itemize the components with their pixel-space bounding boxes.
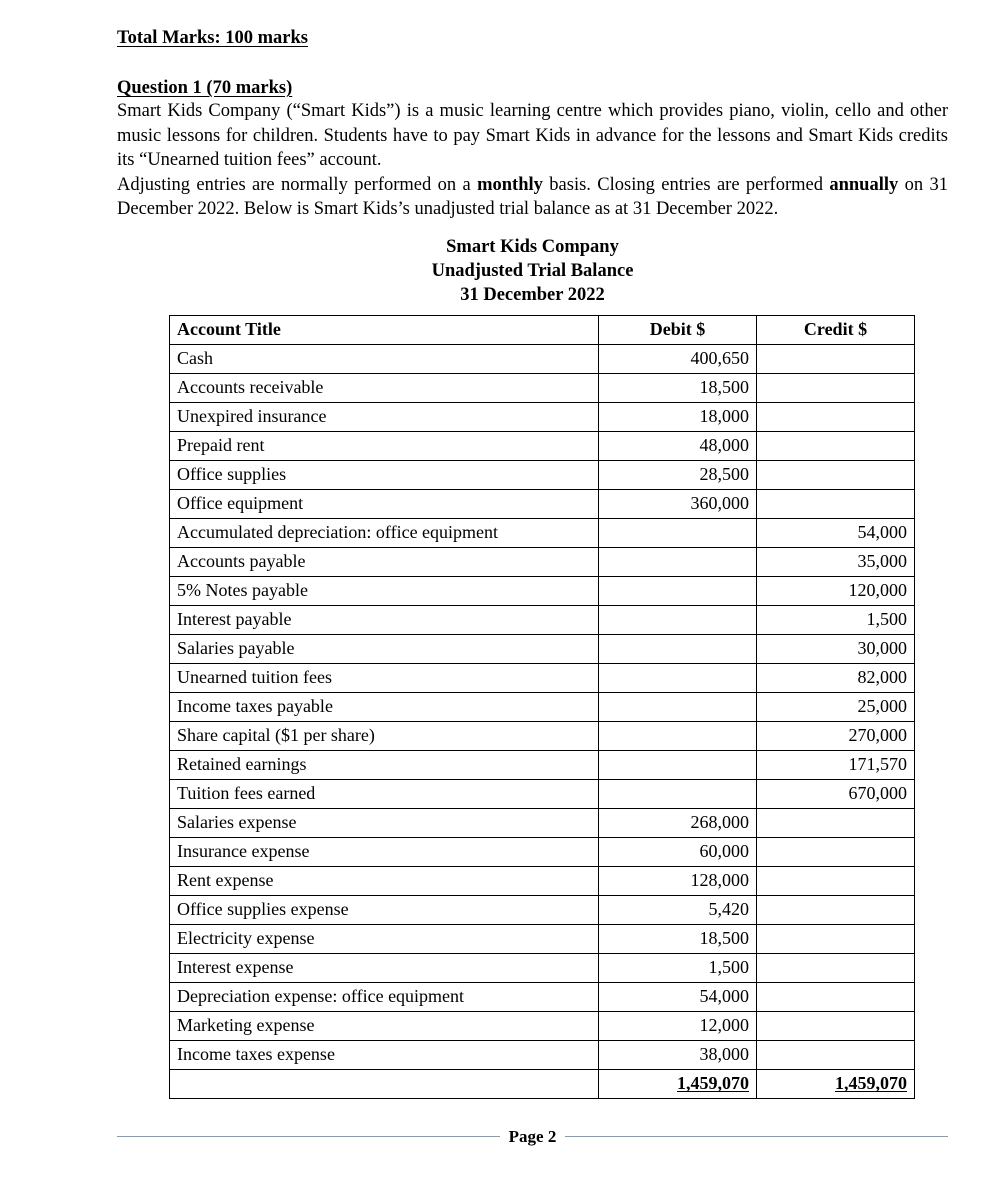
cell-debit bbox=[599, 576, 757, 605]
cell-account-title: Tuition fees earned bbox=[170, 779, 599, 808]
cell-debit: 54,000 bbox=[599, 982, 757, 1011]
cell-account-title: Office equipment bbox=[170, 489, 599, 518]
table-row bbox=[170, 663, 915, 692]
cell-debit bbox=[599, 605, 757, 634]
cell-account-title: Accounts receivable bbox=[170, 373, 599, 402]
cell-credit: 82,000 bbox=[757, 663, 915, 692]
cell-account-title: Cash bbox=[170, 344, 599, 373]
cell-debit: 38,000 bbox=[599, 1040, 757, 1069]
total-debit-value: 1,459,070 bbox=[677, 1073, 749, 1094]
cell-account-title: Rent expense bbox=[170, 866, 599, 895]
table-row bbox=[170, 866, 915, 895]
cell-account-title: Salaries payable bbox=[170, 634, 599, 663]
cell-debit: 48,000 bbox=[599, 431, 757, 460]
footer-page-number: Page 2 bbox=[508, 1127, 557, 1146]
table-row bbox=[170, 605, 915, 634]
cell-total-credit bbox=[757, 1069, 915, 1098]
table-row bbox=[170, 924, 915, 953]
cell-credit: 25,000 bbox=[757, 692, 915, 721]
cell-debit: 28,500 bbox=[599, 460, 757, 489]
paragraph2-bold-annually: annually bbox=[829, 174, 899, 195]
table-header-row bbox=[170, 315, 915, 344]
cell-credit bbox=[757, 808, 915, 837]
cell-debit: 5,420 bbox=[599, 895, 757, 924]
table-row bbox=[170, 982, 915, 1011]
cell-credit bbox=[757, 431, 915, 460]
cell-debit: 18,500 bbox=[599, 373, 757, 402]
table-title-company: Smart Kids Company bbox=[446, 236, 619, 257]
cell-credit bbox=[757, 402, 915, 431]
header-account-title: Account Title bbox=[170, 315, 599, 344]
cell-debit bbox=[599, 547, 757, 576]
cell-debit bbox=[599, 779, 757, 808]
cell-debit bbox=[599, 721, 757, 750]
table-row bbox=[170, 489, 915, 518]
table-row bbox=[170, 721, 915, 750]
cell-account-title: Income taxes payable bbox=[170, 692, 599, 721]
table-row bbox=[170, 808, 915, 837]
cell-credit: 30,000 bbox=[757, 634, 915, 663]
cell-account-title: Prepaid rent bbox=[170, 431, 599, 460]
intro-paragraph: Smart Kids Company (“Smart Kids”) is a music learning centre which provides piano, violin, cello and other music lessons for children. Students have to pay Smart Kids in advance for the lessons and Smart Kids credits its “Unearned tuition fees” account. bbox=[117, 101, 948, 171]
cell-debit: 1,500 bbox=[599, 953, 757, 982]
cell-debit bbox=[599, 663, 757, 692]
table-row bbox=[170, 953, 915, 982]
table-header bbox=[170, 315, 915, 344]
paragraph2-part3: on 31 December 2022. Below is Smart Kids’s unadjusted trial balance as at 31 December 2022. bbox=[117, 174, 949, 220]
table-row bbox=[170, 518, 915, 547]
cell-credit: 35,000 bbox=[757, 547, 915, 576]
cell-debit: 60,000 bbox=[599, 837, 757, 866]
table-row bbox=[170, 895, 915, 924]
header-debit: Debit $ bbox=[599, 315, 757, 344]
table-body bbox=[170, 344, 915, 1098]
cell-debit: 12,000 bbox=[599, 1011, 757, 1040]
cell-credit: 670,000 bbox=[757, 779, 915, 808]
cell-total-label bbox=[170, 1069, 599, 1098]
cell-account-title: 5% Notes payable bbox=[170, 576, 599, 605]
table-row bbox=[170, 373, 915, 402]
table-row bbox=[170, 431, 915, 460]
cell-account-title: Unexpired insurance bbox=[170, 402, 599, 431]
table-title-date: 31 December 2022 bbox=[460, 284, 605, 305]
header-credit: Credit $ bbox=[757, 315, 915, 344]
trial-balance-table bbox=[169, 315, 915, 1099]
table-row bbox=[170, 344, 915, 373]
paragraph2-part1: Adjusting entries are normally performed on a bbox=[117, 174, 478, 195]
cell-credit bbox=[757, 1040, 915, 1069]
table-row bbox=[170, 547, 915, 576]
table-total-row bbox=[170, 1069, 915, 1098]
table-title-block bbox=[117, 235, 948, 307]
question-heading: Question 1 (70 marks) bbox=[117, 78, 293, 99]
page-content bbox=[117, 0, 948, 1099]
cell-credit bbox=[757, 373, 915, 402]
table-title-statement: Unadjusted Trial Balance bbox=[431, 260, 634, 281]
cell-debit: 18,500 bbox=[599, 924, 757, 953]
cell-credit bbox=[757, 953, 915, 982]
table-row bbox=[170, 634, 915, 663]
cell-account-title: Salaries expense bbox=[170, 808, 599, 837]
table-row bbox=[170, 460, 915, 489]
cell-credit: 270,000 bbox=[757, 721, 915, 750]
cell-debit bbox=[599, 518, 757, 547]
cell-credit bbox=[757, 460, 915, 489]
total-credit-value: 1,459,070 bbox=[835, 1073, 907, 1094]
cell-account-title: Marketing expense bbox=[170, 1011, 599, 1040]
cell-account-title: Office supplies bbox=[170, 460, 599, 489]
adjusting-entries-paragraph bbox=[117, 173, 948, 222]
cell-credit bbox=[757, 837, 915, 866]
cell-debit bbox=[599, 750, 757, 779]
table-row bbox=[170, 692, 915, 721]
cell-account-title: Depreciation expense: office equipment bbox=[170, 982, 599, 1011]
cell-credit: 120,000 bbox=[757, 576, 915, 605]
cell-debit: 400,650 bbox=[599, 344, 757, 373]
table-row bbox=[170, 1040, 915, 1069]
cell-credit bbox=[757, 982, 915, 1011]
cell-account-title: Income taxes expense bbox=[170, 1040, 599, 1069]
cell-debit: 128,000 bbox=[599, 866, 757, 895]
cell-account-title: Insurance expense bbox=[170, 837, 599, 866]
cell-account-title: Unearned tuition fees bbox=[170, 663, 599, 692]
cell-debit bbox=[599, 692, 757, 721]
footer-rule-right bbox=[565, 1136, 948, 1137]
cell-account-title: Interest expense bbox=[170, 953, 599, 982]
cell-account-title: Office supplies expense bbox=[170, 895, 599, 924]
cell-account-title: Accounts payable bbox=[170, 547, 599, 576]
cell-credit bbox=[757, 1011, 915, 1040]
cell-total-debit bbox=[599, 1069, 757, 1098]
cell-credit bbox=[757, 895, 915, 924]
table-row bbox=[170, 1011, 915, 1040]
cell-credit bbox=[757, 344, 915, 373]
cell-account-title: Accumulated depreciation: office equipment bbox=[170, 518, 599, 547]
cell-account-title: Interest payable bbox=[170, 605, 599, 634]
cell-credit bbox=[757, 489, 915, 518]
cell-debit: 268,000 bbox=[599, 808, 757, 837]
question-heading-wrap bbox=[117, 77, 948, 99]
table-row bbox=[170, 750, 915, 779]
table-row bbox=[170, 576, 915, 605]
cell-credit: 171,570 bbox=[757, 750, 915, 779]
cell-debit: 360,000 bbox=[599, 489, 757, 518]
cell-credit bbox=[757, 924, 915, 953]
cell-debit: 18,000 bbox=[599, 402, 757, 431]
cell-credit bbox=[757, 866, 915, 895]
table-row bbox=[170, 779, 915, 808]
total-marks-heading-wrap bbox=[117, 27, 948, 49]
table-row bbox=[170, 402, 915, 431]
cell-credit: 1,500 bbox=[757, 605, 915, 634]
cell-account-title: Electricity expense bbox=[170, 924, 599, 953]
page-footer bbox=[117, 1128, 948, 1145]
cell-debit bbox=[599, 634, 757, 663]
paragraph2-bold-monthly: monthly bbox=[477, 174, 543, 195]
cell-account-title: Retained earnings bbox=[170, 750, 599, 779]
cell-credit: 54,000 bbox=[757, 518, 915, 547]
paragraph2-part2: basis. Closing entries are performed bbox=[542, 174, 830, 195]
cell-account-title: Share capital ($1 per share) bbox=[170, 721, 599, 750]
table-row bbox=[170, 837, 915, 866]
footer-rule-left bbox=[117, 1136, 500, 1137]
total-marks-heading: Total Marks: 100 marks bbox=[117, 28, 308, 48]
